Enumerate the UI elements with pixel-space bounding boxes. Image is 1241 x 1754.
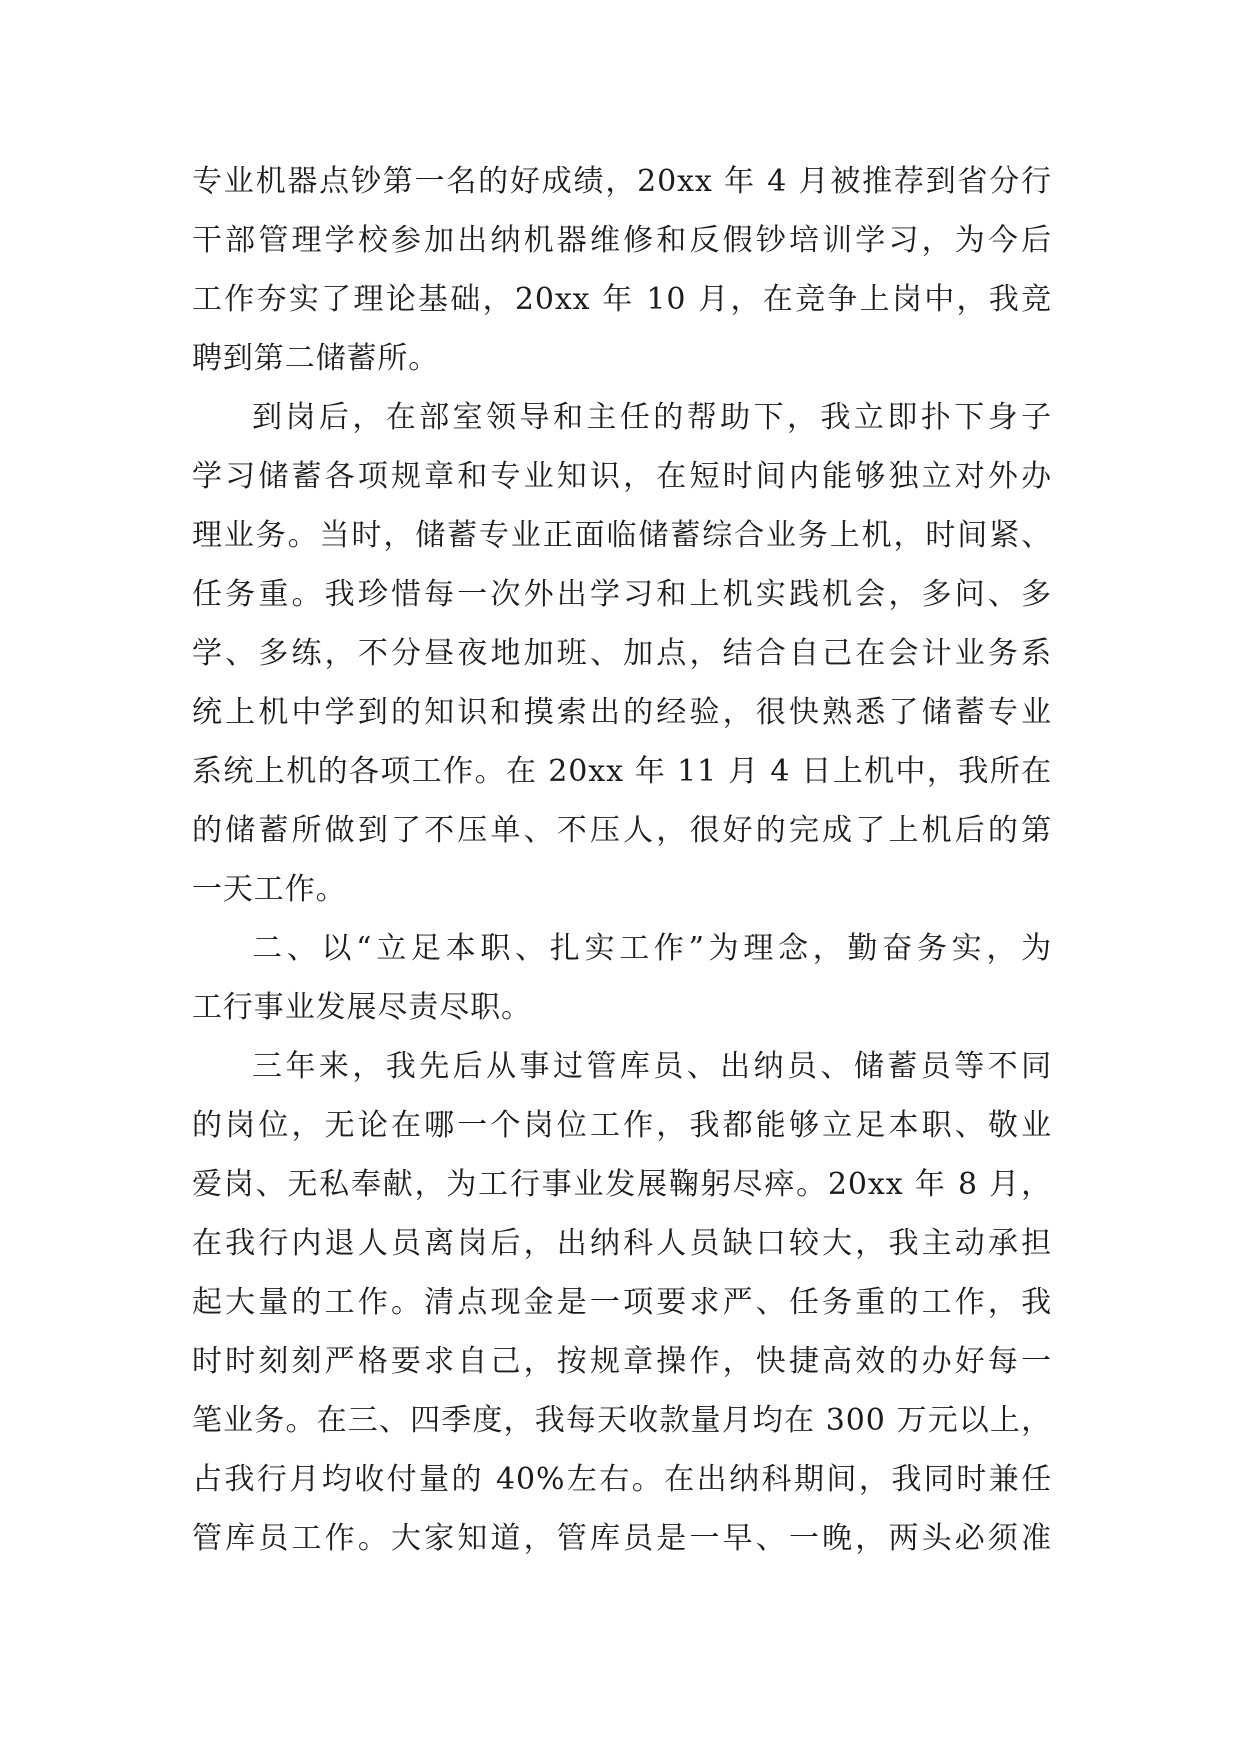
text-line: 理业务。当时，储蓄专业正面临储蓄综合业务上机，时间紧、	[192, 518, 1052, 553]
text-line: 笔业务。在三、四季度，我每天收款量月均在 300 万元以上，	[192, 1403, 1052, 1438]
text-line: 系统上机的各项工作。在 20xx 年 11 月 4 日上机中，我所在	[192, 754, 1052, 789]
text-line: 爱岗、无私奉献，为工行事业发展鞠躬尽瘁。20xx 年 8 月，	[192, 1167, 1052, 1202]
text-line: 时时刻刻严格要求自己，按规章操作，快捷高效的办好每一	[192, 1344, 1052, 1379]
document-page	[192, 152, 1052, 1568]
text-line: 管库员工作。大家知道，管库员是一早、一晚，两头必须准	[192, 1521, 1052, 1556]
paragraph-4	[192, 1037, 1052, 1568]
text-line: 在我行内退人员离岗后，出纳科人员缺口较大，我主动承担	[192, 1226, 1052, 1261]
text-line: 一天工作。	[192, 872, 347, 907]
paragraph-1	[192, 152, 1052, 388]
text-line: 到岗后，在部室领导和主任的帮助下，我立即扑下身子	[252, 400, 1052, 435]
text-line: 三年来，我先后从事过管库员、出纳员、储蓄员等不同	[252, 1049, 1052, 1084]
text-line: 的岗位，无论在哪一个岗位工作，我都能够立足本职、敬业	[192, 1108, 1052, 1143]
text-line: 的储蓄所做到了不压单、不压人，很好的完成了上机后的第	[192, 813, 1052, 848]
text-line: 工作夯实了理论基础，20xx 年 10 月，在竞争上岗中，我竞	[192, 282, 1052, 317]
paragraph-2	[192, 388, 1052, 919]
text-line: 工行事业发展尽责尽职。	[192, 990, 532, 1025]
text-line: 二、以“立足本职、扎实工作”为理念，勤奋务实，为	[252, 931, 1052, 966]
text-line: 学习储蓄各项规章和专业知识，在短时间内能够独立对外办	[192, 459, 1052, 494]
text-line: 专业机器点钞第一名的好成绩，20xx 年 4 月被推荐到省分行	[192, 164, 1052, 199]
text-line: 干部管理学校参加出纳机器维修和反假钞培训学习，为今后	[192, 223, 1052, 258]
paragraph-3	[192, 919, 1052, 1037]
text-line: 聘到第二储蓄所。	[192, 341, 440, 376]
text-line: 学、多练，不分昼夜地加班、加点，结合自己在会计业务系	[192, 636, 1052, 671]
text-line: 任务重。我珍惜每一次外出学习和上机实践机会，多问、多	[192, 577, 1052, 612]
text-line: 统上机中学到的知识和摸索出的经验，很快熟悉了储蓄专业	[192, 695, 1052, 730]
text-line: 占我行月均收付量的 40%左右。在出纳科期间，我同时兼任	[192, 1462, 1052, 1497]
text-line: 起大量的工作。清点现金是一项要求严、任务重的工作，我	[192, 1285, 1052, 1320]
